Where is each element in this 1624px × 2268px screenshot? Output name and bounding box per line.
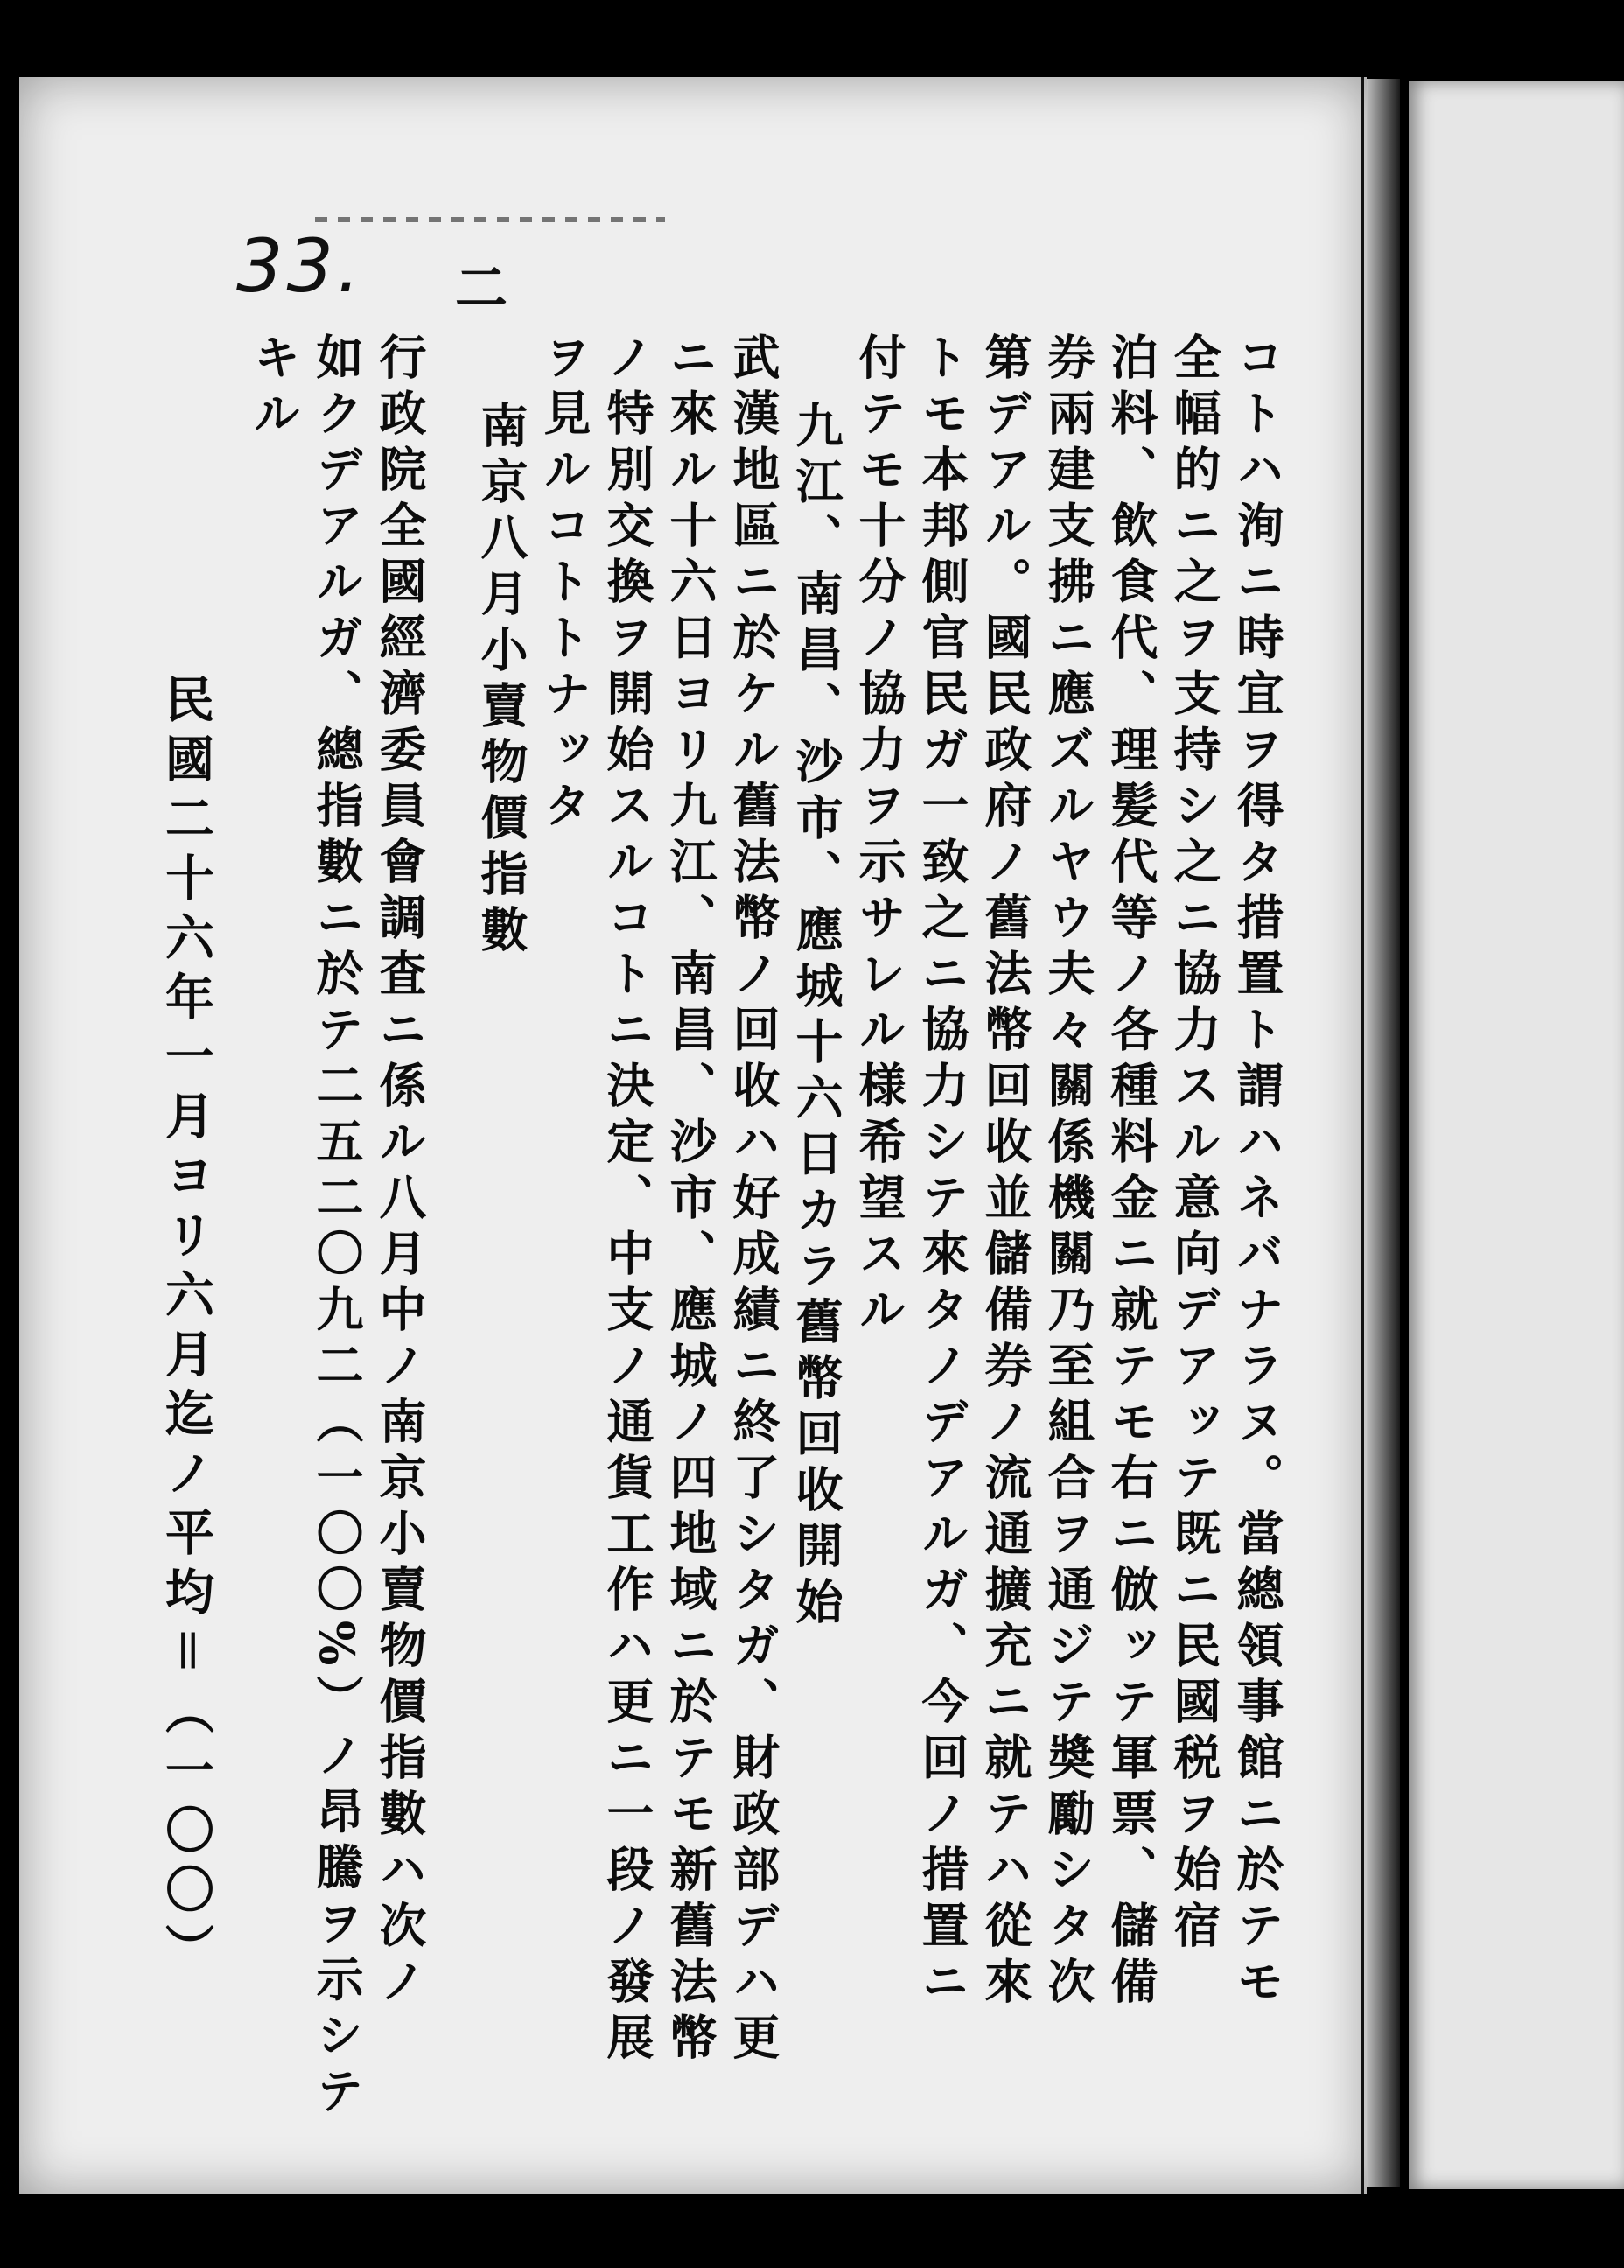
text-column: トモ本邦側官民ガ一致之ニ協力シテ來タノデアルガ、今回ノ措置ニ	[914, 332, 970, 2012]
text-column: ノ特別交換ヲ開始スルコトニ決定、中支ノ通貨工作ハ更ニ一段ノ發展	[599, 332, 655, 2068]
text-column: コトハ洵ニ時宜ヲ得タ措置ト謂ハネバナラヌ。當總領事館ニ於テモ	[1229, 332, 1285, 2012]
text-column: 武漢地區ニ於ケル舊法幣ノ回收ハ好成績ニ終了シタガ、財政部デハ更	[725, 332, 781, 2068]
text-column: 全幅的ニ之ヲ支持シ之ニ協力スル意向デアッテ既ニ民國税ヲ始宿	[1166, 332, 1222, 1956]
text-column: 券兩建支拂ニ應ズルヤウ夫々關係機關乃至組合ヲ通ジテ奬勵シタ次	[1040, 332, 1096, 2012]
text-column: 付テモ十分ノ協力ヲ示サレル様希望スル	[851, 332, 907, 1340]
text-column: 第デアル。國民政府ノ舊法幣回收並儲備券ノ流通擴充ニ就テハ從來	[977, 332, 1033, 2012]
text-column: 行政院全國經濟委員會調査ニ係ル八月中ノ南京小賣物價指數ハ次ノ	[372, 332, 428, 2012]
text-column: ニ來ル十六日ヨリ九江、南昌、沙市、應城ノ四地域ニ於テモ新舊法幣	[662, 332, 718, 2068]
text-column: 泊料、飲食代、理髪代等ノ各種料金ニ就テモ右ニ倣ッテ軍票、儲備	[1103, 332, 1159, 2012]
text-column: 如クデアルガ、總指數ニ於テ二五二〇九二（一〇〇%）ノ昂騰ヲ示シテ	[309, 332, 365, 2123]
text-column: ヲ見ルコトトナッタ	[536, 332, 592, 836]
facing-page-edge	[1409, 80, 1624, 2189]
section-heading-column: 南京八月小賣物價指數	[473, 401, 529, 961]
vertical-text-block	[158, 332, 1286, 2123]
page-number: 33.	[236, 223, 364, 309]
base-period-note: 民國二十六年一月ヨリ六月迄ノ平均＝（一〇〇）	[158, 674, 215, 1983]
page-fold	[1361, 77, 1364, 2194]
section-mark: 二	[455, 258, 508, 319]
subheading-column: 九江、南昌、沙市、應城十六日カラ舊幣回收開始	[788, 401, 844, 1633]
ink-smudge	[315, 217, 665, 222]
text-column: キル	[246, 332, 302, 444]
binding-gutter	[1367, 79, 1400, 2188]
